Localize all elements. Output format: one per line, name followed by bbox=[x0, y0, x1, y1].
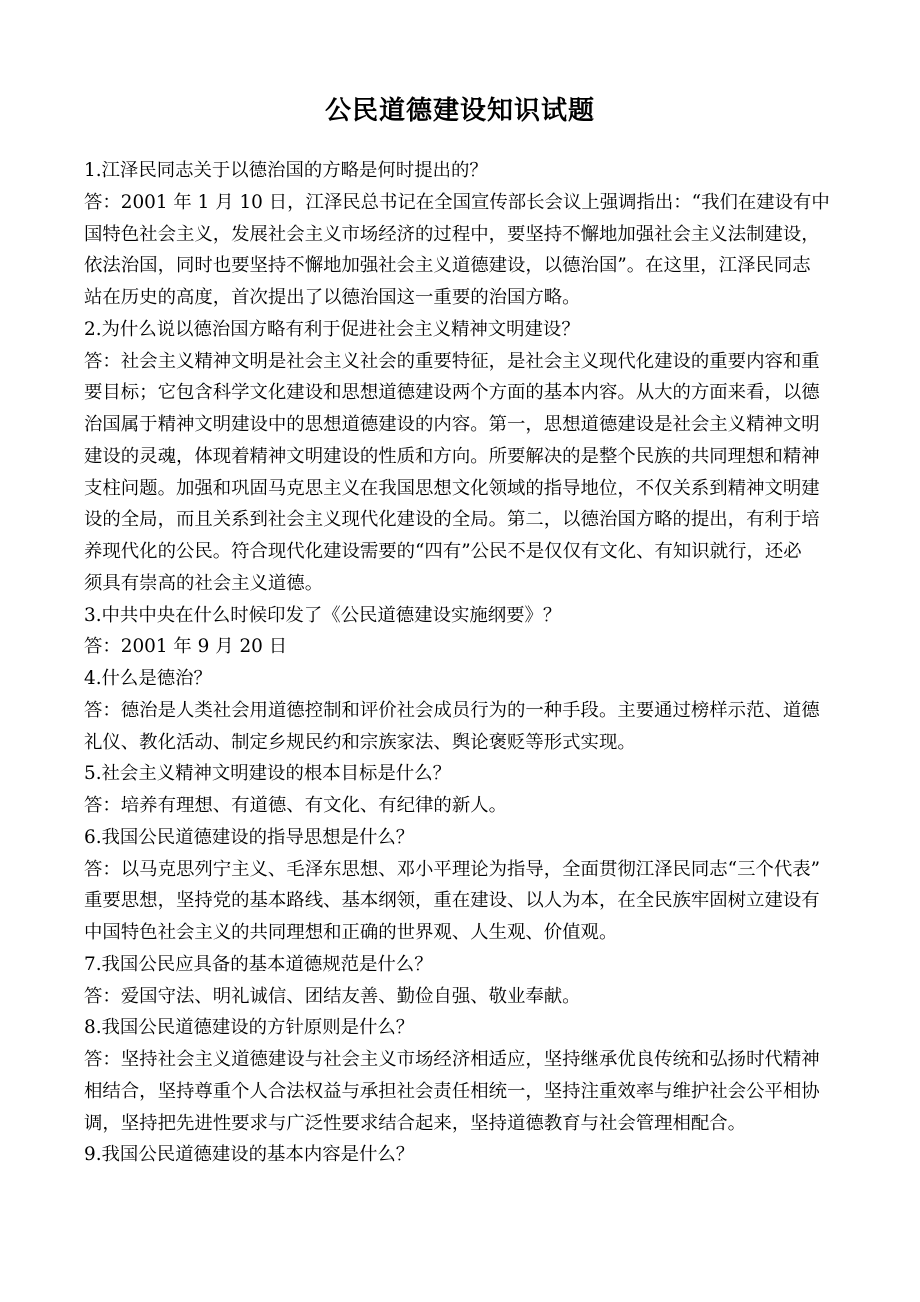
answer-line: 答：2001 年 9 月 20 日 bbox=[84, 636, 288, 658]
document-body bbox=[84, 155, 834, 1171]
answer-line: 中国特色社会主义的共同理想和正确的世界观、人生观、价值观。 bbox=[84, 922, 618, 943]
answer-line: 答：社会主义精神文明是社会主义社会的重要特征，是社会主义现代化建设的重要内容和重 bbox=[84, 350, 820, 372]
answer-line: 答：坚持社会主义道德建设与社会主义市场经济相适应，坚持继承优良传统和弘扬时代精神 bbox=[84, 1049, 820, 1070]
answer-line: 要目标；它包含科学文化建设和思想道德建设两个方面的基本内容。从大的方面来看，以德 bbox=[84, 382, 820, 404]
question-text: 4.什么是德治？ bbox=[84, 668, 212, 689]
question-text: 5.社会主义精神文明建设的根本目标是什么？ bbox=[84, 763, 451, 785]
qa-item bbox=[84, 758, 834, 822]
question-text: 3.中共中央在什么时候印发了《公民道德建设实施纲要》？ bbox=[84, 604, 562, 626]
qa-item bbox=[84, 1012, 834, 1139]
qa-item bbox=[84, 314, 834, 600]
qa-item bbox=[84, 822, 834, 949]
answer-line: 支柱问题。加强和巩固马克思主义在我国思想文化领域的指导地位，不仅关系到精神文明建 bbox=[84, 477, 820, 499]
answer-line: 须具有崇高的社会主义道德。 bbox=[84, 572, 324, 594]
answer-line: 治国属于精神文明建设中的思想道德建设的内容。第一，思想道德建设是社会主义精神文明 bbox=[84, 414, 820, 435]
qa-item bbox=[84, 663, 834, 758]
answer-line: 答：以马克思列宁主义、毛泽东思想、邓小平理论为指导，全面贯彻江泽民同志“三个代表” bbox=[84, 858, 821, 880]
qa-item bbox=[84, 155, 834, 314]
answer-line: 答：爱国守法、明礼诚信、团结友善、勤俭自强、敬业奉献。 bbox=[84, 985, 581, 1007]
question-text: 1.江泽民同志关于以德治国的方略是何时提出的？ bbox=[84, 160, 488, 181]
question-text: 2.为什么说以德治国方略有利于促进社会主义精神文明建设？ bbox=[84, 318, 580, 340]
qa-item bbox=[84, 600, 834, 664]
answer-line: 答：德治是人类社会用道德控制和评价社会成员行为的一种手段。主要通过榜样示范、道德 bbox=[84, 699, 820, 721]
answer-line: 站在历史的高度，首次提出了以德治国这一重要的治国方略。 bbox=[84, 287, 581, 308]
answer-line: 建设的灵魂，体现着精神文明建设的性质和方向。所要解决的是整个民族的共同理想和精神 bbox=[84, 445, 820, 467]
answer-line: 养现代化的公民。符合现代化建设需要的“四有”公民不是仅仅有文化、有知识就行，还必 bbox=[84, 541, 802, 562]
question-text: 9.我国公民道德建设的基本内容是什么？ bbox=[84, 1144, 415, 1166]
answer-line: 依法治国，同时也要坚持不懈地加强社会主义道德建设，以德治国”。在这里，江泽民同志 bbox=[84, 255, 811, 277]
question-text: 6.我国公民道德建设的指导思想是什么？ bbox=[84, 826, 415, 848]
answer-line: 调，坚持把先进性要求与广泛性要求结合起来，坚持道德教育与社会管理相配合。 bbox=[84, 1112, 747, 1134]
answer-line: 重要思想，坚持党的基本路线、基本纲领，重在建设、以人为本，在全民族牢固树立建设有 bbox=[84, 890, 820, 912]
answer-line: 礼仪、教化活动、制定乡规民约和宗族家法、舆论褒贬等形式实现。 bbox=[84, 731, 636, 753]
answer-line: 相结合，坚持尊重个人合法权益与承担社会责任相统一，坚持注重效率与维护社会公平相协 bbox=[84, 1080, 820, 1102]
qa-item bbox=[84, 1139, 834, 1171]
question-text: 7.我国公民应具备的基本道德规范是什么？ bbox=[84, 953, 433, 975]
question-text: 8.我国公民道德建设的方针原则是什么？ bbox=[84, 1017, 415, 1039]
qa-item bbox=[84, 949, 834, 1013]
answer-line: 答：培养有理想、有道德、有文化、有纪律的新人。 bbox=[84, 795, 507, 816]
answer-line: 答：2001 年 1 月 10 日，江泽民总书记在全国宣传部长会议上强调指出：“我们在建设有中 bbox=[84, 191, 830, 213]
answer-line: 国特色社会主义，发展社会主义市场经济的过程中，要坚持不懈地加强社会主义法制建设， bbox=[84, 223, 820, 245]
answer-line: 设的全局，而且关系到社会主义现代化建设的全局。第二，以德治国方略的提出，有利于培 bbox=[84, 509, 820, 531]
document-title: 公民道德建设知识试题 bbox=[324, 96, 595, 126]
